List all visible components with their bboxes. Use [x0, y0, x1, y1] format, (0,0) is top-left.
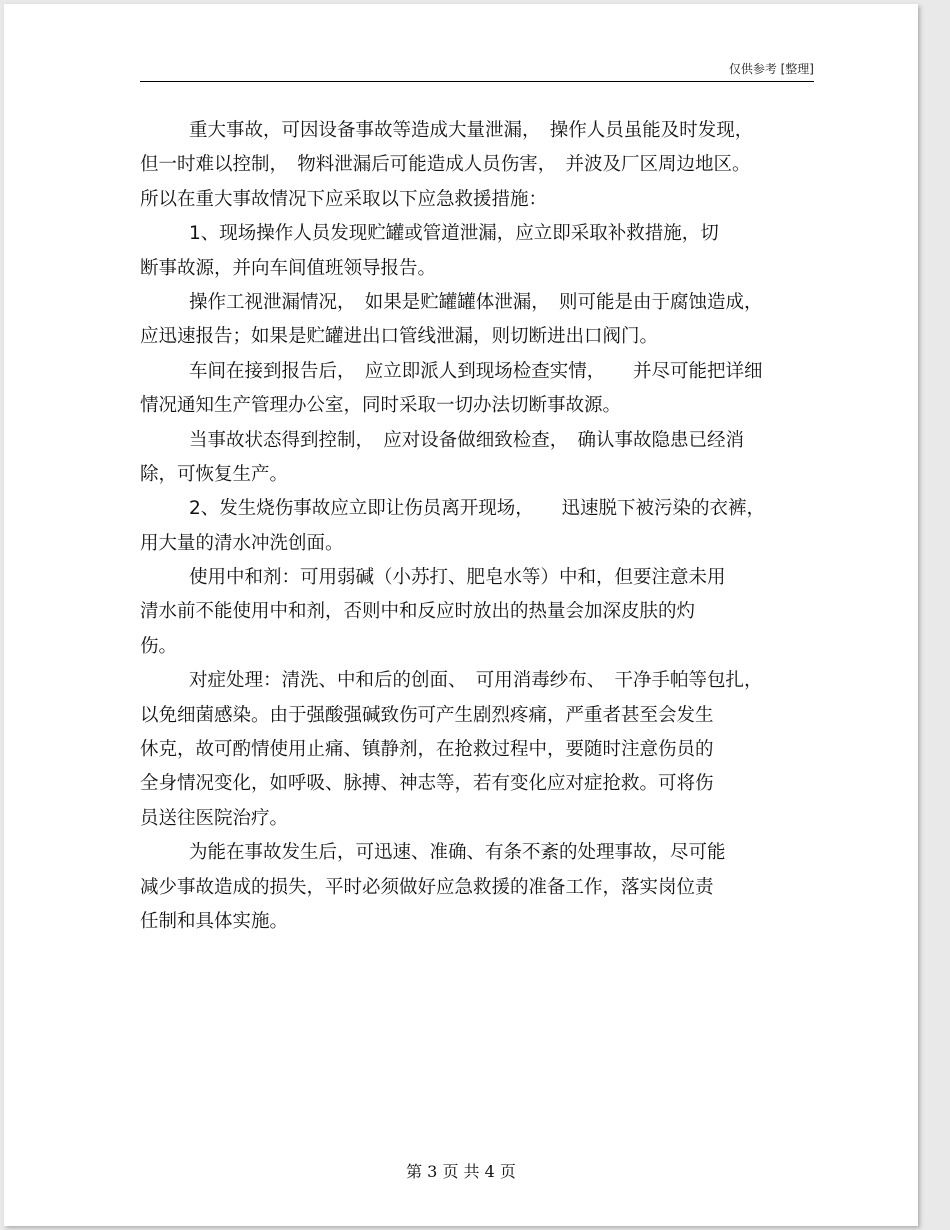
- text-line: 重大事故，可因设备事故等造成大量泄漏， 操作人员虽能及时发现，: [189, 120, 754, 141]
- text-line: 用大量的清水冲洗创面。: [140, 532, 344, 554]
- text-line: 以免细菌感染。由于强酸强碱致伤可产生剧烈疼痛，严重者甚至会发生: [140, 704, 714, 726]
- text-line: 但一时难以控制， 物料泄漏后可能造成人员伤害， 并波及厂区周边地区。: [140, 154, 751, 176]
- page-footer: 第 3 页 共 4 页: [406, 1162, 516, 1181]
- text-line: 任制和具体实施。: [140, 910, 289, 932]
- text-line: 全身情况变化，如呼吸、脉搏、神志等，若有变化应对症抢救。可将伤: [140, 773, 714, 795]
- text-line: 情况通知生产管理办公室，同时采取一切办法切断事故源。: [140, 395, 622, 417]
- text-line: 2、发生烧伤事故应立即让伤员离开现场， 迅速脱下被污染的衣裤，: [189, 498, 766, 520]
- document-body: [140, 114, 814, 939]
- text-line: 当事故状态得到控制， 应对设备做细致检查， 确认事故隐患已经消: [189, 429, 745, 451]
- text-line: 清水前不能使用中和剂，否则中和反应时放出的热量会加深皮肤的灼: [140, 601, 696, 623]
- text-line: 断事故源，并向车间值班领导报告。: [140, 257, 437, 279]
- text-line: 使用中和剂：可用弱碱（小苏打、肥皂水等）中和，但要注意未用: [189, 567, 726, 589]
- text-line: 应迅速报告；如果是贮罐进出口管线泄漏，则切断进出口阀门。: [140, 326, 659, 348]
- text-line: 休克，故可酌情使用止痛、镇静剂，在抢救过程中，要随时注意伤员的: [140, 739, 714, 761]
- text-line: 1、现场操作人员发现贮罐或管道泄漏，应立即采取补救措施，切: [189, 223, 719, 245]
- text-line: 伤。: [140, 635, 178, 657]
- text-line: 减少事故造成的损失，平时必须做好应急救援的准备工作，落实岗位责: [140, 876, 714, 898]
- text-line: 车间在接到报告后， 应立即派人到现场检查实情， 并尽可能把详细: [189, 360, 763, 382]
- text-line: 除，可恢复生产。: [140, 463, 289, 485]
- text-line: 对症处理：清洗、中和后的创面、 可用消毒纱布、 干净手帕等包扎，: [189, 670, 763, 692]
- page-header: 仅供参考 [整理]: [728, 62, 814, 76]
- header-divider: [140, 81, 814, 82]
- text-line: 员送往医院治疗。: [140, 807, 289, 829]
- document-page: [4, 4, 918, 1226]
- text-line: 操作工视泄漏情况， 如果是贮罐罐体泄漏， 则可能是由于腐蚀造成，: [189, 291, 763, 313]
- text-line: 所以在重大事故情况下应采取以下应急救援措施：: [140, 188, 548, 210]
- text-line: 为能在事故发生后，可迅速、准确、有条不紊的处理事故，尽可能: [189, 842, 726, 864]
